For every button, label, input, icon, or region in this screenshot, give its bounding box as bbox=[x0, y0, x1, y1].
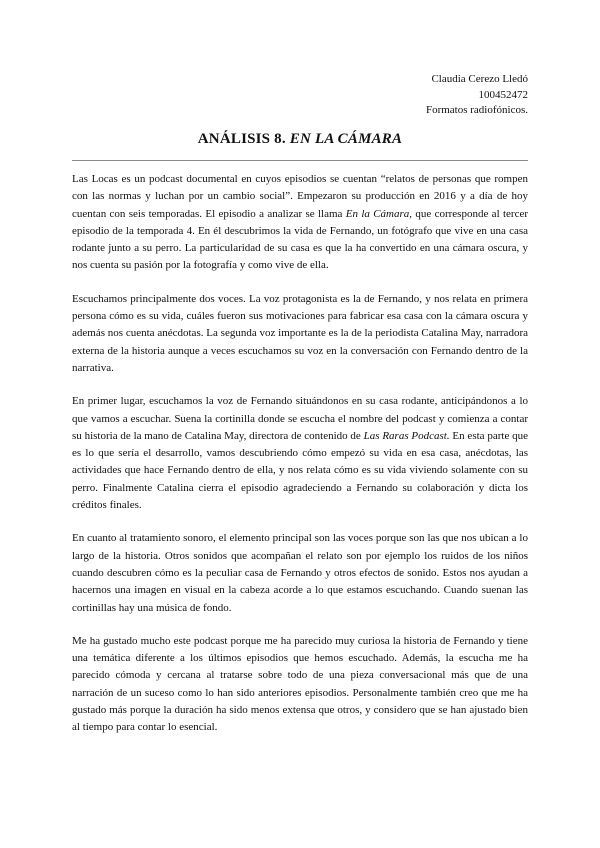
title-divider bbox=[72, 160, 528, 161]
document-title bbox=[72, 131, 528, 148]
paragraph-4: En cuanto al tratamiento sonoro, el elemento principal son las voces porque son las que nos ubican a lo largo de la historia. Otros sonidos que acompañan el relato son por ejemplo los ruidos de los niños cuando descubren cómo es la peculiar casa de Fernando y otros efectos de sonido. Estos nos ayudan a hacernos una imagen en visual en la cabeza acorde a lo que estamos escuchando. Cuando suenan las cortinillas hay una música de fondo. bbox=[72, 532, 528, 614]
author-name: Claudia Cerezo Lledó bbox=[431, 73, 528, 85]
title-emphasis: EN LA CÁMARA bbox=[289, 131, 403, 147]
episode-title-ref: En la Cámara bbox=[345, 207, 410, 220]
paragraph-1-text-b: , que corresponde al tercer episodio de la temporada 4. En él descubrimos la vida de Fernando, un fotógrafo que vive en una casa rodante junto a su perro. La particularidad de su casa es que la ha convertido en una cámara oscura, y nos cuenta su pasión por la fotografía y como vive de ella. bbox=[72, 207, 528, 272]
paragraph-5: Me ha gustado mucho este podcast porque me ha parecido muy curiosa la historia de Fernando y tiene una temática diferente a los últimos episodios que hemos escuchado. Además, la escucha me ha parecido cómoda y cercana al tratarse sobre todo de una pieza conversacional más que de una narración de un suceso como lo han sido anteriores episodios. Personalmente también creo que me ha gustado más porque la duración ha sido menos extensa que otros, y considero que se han ajustado bien al tiempo para contar lo esencial. bbox=[72, 634, 528, 734]
paragraph-3 bbox=[72, 393, 528, 514]
paragraph-1-text-a: Las Locas es un podcast documental en cuyos episodios se cuentan “relatos de personas que rompen con las normas y luchan por un cambio social”. Empezaron su producción en 2016 y a día de hoy cuentan con seis temporadas. El episodio a analizar se llama bbox=[72, 173, 528, 220]
student-id: 100452472 bbox=[478, 88, 528, 101]
author-block bbox=[426, 72, 528, 119]
course-name: Formatos radiofónicos. bbox=[425, 104, 528, 116]
paragraph-1 bbox=[72, 171, 528, 275]
podcast-name-ref: Las Raras Podcast. bbox=[363, 429, 450, 442]
paragraph-3-text-b: En esta parte que es lo que sería el desarrollo, vamos descubriendo cómo empezó su vida en esa casa, anécdotas, las actividades que hace Fernando dentro de ella, y nos relata cómo es su vida viviendo solamente con su perro. Finalmente Catalina cierra el episodio agradeciendo a Fernando su colaboración y dicta los créditos finales. bbox=[72, 429, 529, 512]
title-prefix: ANÁLISIS 8. bbox=[197, 131, 286, 147]
paragraph-3-text-a: En primer lugar, escuchamos la voz de Fernando situándonos en su casa rodante, anticipándonos a lo que vamos a escuchar. Suena la cortinilla donde se escucha el nombre del podcast y comienza a contar su historia de la mano de Catalina May, directora de contenido de bbox=[72, 395, 528, 442]
paragraph-2: Escuchamos principalmente dos voces. La voz protagonista es la de Fernando, y nos relata en primera persona cómo es su vida, cuáles fueron sus motivaciones para fabricar esa casa con la cámara oscura y además nos cuenta anécdotas. La segunda voz importante es la de la periodista Catalina May, narradora externa de la historia aunque a veces escuchamos su voz en la conversación con Fernando dentro de la narrativa. bbox=[72, 292, 528, 374]
document-body bbox=[72, 171, 528, 753]
